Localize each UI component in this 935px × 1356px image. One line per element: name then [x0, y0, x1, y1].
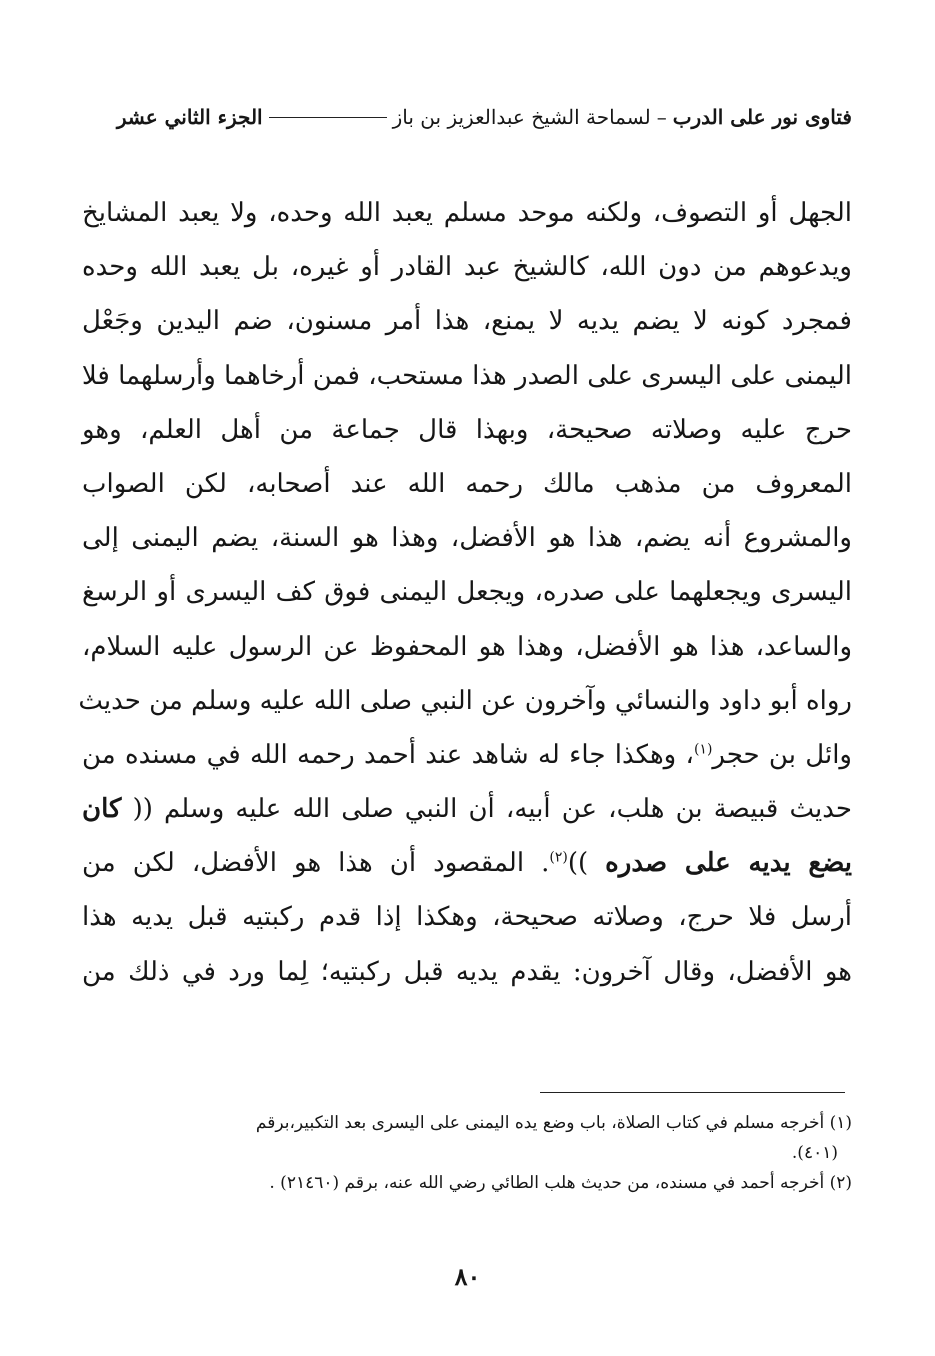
- footnote-separator: [540, 1092, 845, 1093]
- body-line: [82, 728, 852, 782]
- body-line: ويدعوهم من دون الله، كالشيخ عبد القادر أو غيره، بل يعبد الله وحده: [82, 252, 852, 283]
- body-text: [78, 186, 853, 999]
- footnote-1: (١) أخرجه مسلم في كتاب الصلاة، باب وضع يده اليمنى على اليسرى بعد التكبير،برقم: [255, 1113, 852, 1133]
- body-line: هو الأفضل، وقال آخرون: يقدم يديه قبل ركبتيه؛ لِما ورد في ذلك من: [82, 956, 852, 987]
- body-line: حرج عليه وصلاته صحيحة، وبهذا قال جماعة من أهل العلم، وهو: [82, 414, 852, 445]
- hadith-quote: يضع يديه على صدره: [605, 848, 853, 879]
- body-line: [82, 782, 852, 836]
- header-rule: [269, 117, 387, 118]
- volume-label: الجزء الثاني عشر: [116, 105, 263, 129]
- line-text: . المقصود أن هذا هو الأفضل، لكن من: [82, 848, 550, 879]
- running-header: [92, 98, 852, 136]
- body-line: الجهل أو التصوف، ولكنه موحد مسلم يعبد الله وحده، ولا يعبد المشايخ: [82, 198, 852, 228]
- body-line: [82, 836, 852, 890]
- body-line: اليسرى ويجعلهما على صدره، ويجعل اليمنى فوق كف اليسرى أو الرسغ: [82, 577, 852, 608]
- body-line: اليمنى على اليسرى على الصدر هذا مستحب، فمن أرخاهما وأرسلهما فلا: [81, 360, 852, 391]
- footnote-1-continuation: (٤٠١).: [791, 1143, 838, 1163]
- book-title: فتاوى نور على الدرب: [672, 105, 852, 129]
- footnote-ref-1[interactable]: (١): [693, 741, 713, 758]
- body-line: رواه أبو داود والنسائي وآخرون عن النبي صلى الله عليه وسلم من حديث: [78, 685, 852, 716]
- body-line: والمشروع أنه يضم، هذا هو الأفضل، وهذا هو السنة، يضم اليمنى إلى: [82, 523, 852, 554]
- hadith-quote: كان: [82, 794, 122, 825]
- line-text: حديث قبيصة بن هلب، عن أبيه، أن النبي صلى الله عليه وسلم ((: [132, 794, 852, 825]
- body-line: والساعد، هذا هو الأفضل، وهذا هو المحفوظ عن الرسول عليه السلام،: [82, 631, 852, 662]
- body-line: أرسل فلا حرج، وصلاته صحيحة، وهكذا إذا قدم ركبتيه قبل يديه هذا: [82, 902, 852, 933]
- footnote-2: (٢) أخرجه أحمد في مسنده، من حديث هلب الطائي رضي الله عنه، برقم (٢١٤٦٠) .: [269, 1173, 852, 1193]
- line-text: وائل بن حجر: [712, 739, 852, 770]
- footnotes: [82, 1108, 852, 1198]
- body-line: المعروف من مذهب مالك رحمه الله عند أصحابه، لكن الصواب: [82, 468, 852, 499]
- quote-close: )): [567, 848, 589, 879]
- body-line: فمجرد كونه لا يضم يديه لا يمنع، هذا أمر مسنون، ضم اليدين وجَعْل: [82, 306, 852, 337]
- header-separator: –: [656, 105, 667, 129]
- page-number: ٨٠: [454, 1262, 481, 1291]
- author-name: لسماحة الشيخ عبدالعزيز بن باز: [392, 105, 651, 129]
- line-text: ، وهكذا جاء له شاهد عند أحمد رحمه الله في مسنده من: [82, 739, 694, 770]
- footnote-ref-2[interactable]: (٢): [549, 849, 568, 866]
